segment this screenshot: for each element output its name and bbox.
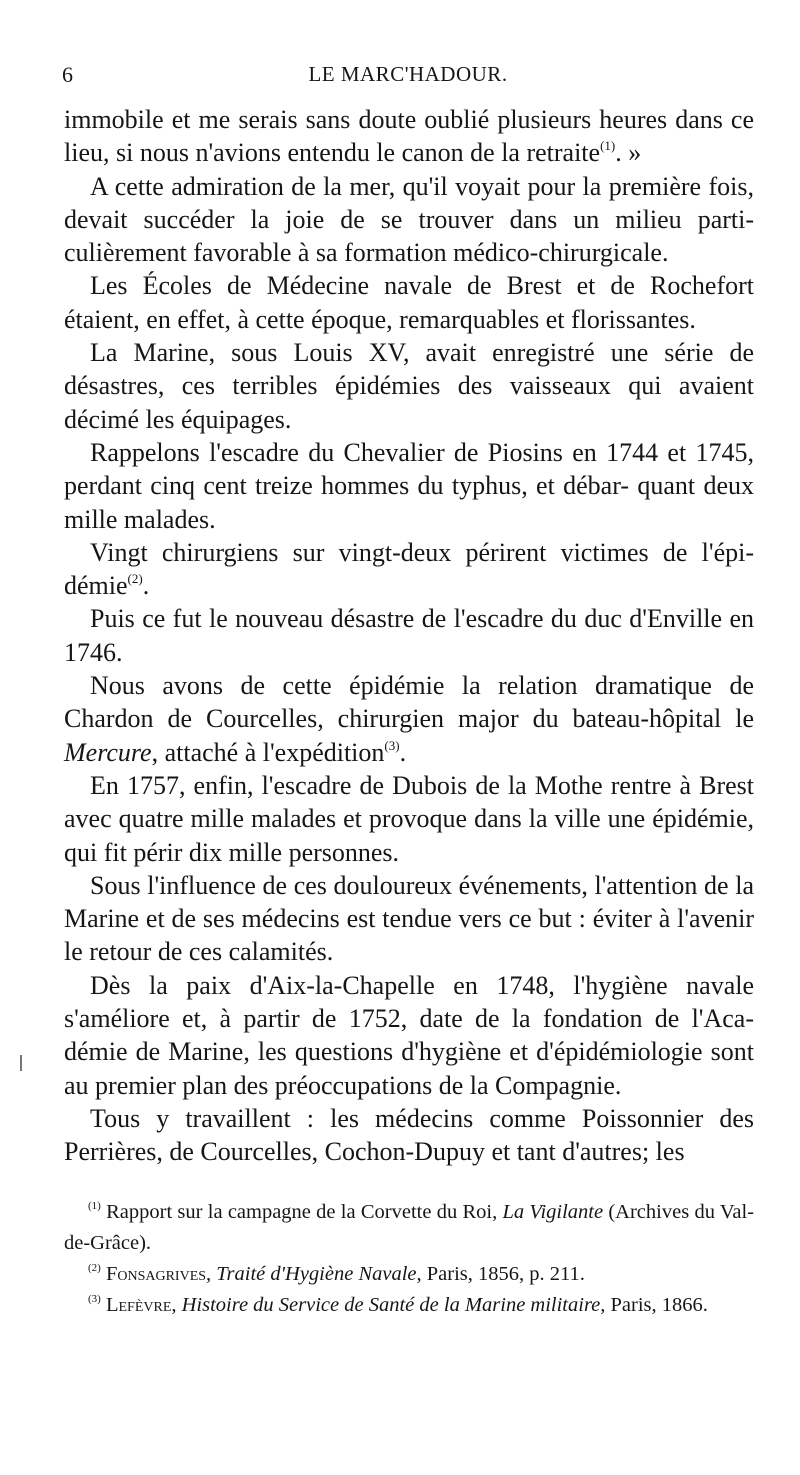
footnote-ref-3[interactable]: (3) [384, 737, 400, 753]
paragraph-1-tail: . » [615, 138, 642, 168]
paragraph-7: Puis ce fut le nouveau désastre de l'escadre du duc d'Enville en 1746. [64, 604, 754, 667]
footnote-1-tail: (Archives du Val-de-Grâce). [64, 1201, 755, 1254]
paragraph-4: La Marine, sous Louis XV, avait enregistré une série de désastres, ces terribles épidémies des vaisseaux qui avaient décimé les équipages. [64, 338, 754, 434]
page-header [62, 62, 754, 92]
footnote-ref-1[interactable]: (1) [600, 138, 616, 154]
paragraph-8 [64, 669, 754, 769]
ship-name: Mercure [64, 737, 152, 767]
paragraph-6 [64, 536, 754, 603]
footnotes [64, 1197, 754, 1321]
footnote-3-tail: Paris, 1866. [605, 1294, 708, 1316]
paragraph-8-pre: Nous avons de cette épidémie la relation dramatique de Chardon de Courcelles, chirurgien major du bateau-hôpital le [64, 671, 754, 734]
paragraph-6-tail: . [142, 571, 150, 601]
margin-mark [20, 1055, 22, 1071]
footnote-1 [64, 1197, 754, 1259]
footnote-2-author: Fonsagrives, [105, 1263, 212, 1285]
footnote-3-author: Lefèvre, [105, 1294, 177, 1316]
paragraph-11: Dès la paix d'Aix-la-Chapelle en 1748, l'hygiène navale s'améliore et, à partir de 1752, date de la fondation de l'Aca- démie de Marine, les questions d'hygiène et d'épidémiologie sont au premier plan des préoccupations de la Compagnie. [64, 970, 754, 1100]
paragraph-1 [64, 103, 754, 170]
footnote-3 [64, 1290, 754, 1321]
paragraph-6-text: Vingt chirurgiens sur vingt-deux périrent victimes de l'épi- démie [64, 537, 754, 601]
footnote-1-marker: (1) [88, 1200, 101, 1212]
page-number: 6 [62, 62, 73, 87]
footnote-2-tail: Paris, 1856, p. 211. [421, 1263, 585, 1285]
paragraph-12: Tous y travaillent : les médecins comme Poissonnier des Perrières, de Courcelles, Cochon-Dupuy et tant d'autres; les [64, 1103, 754, 1167]
footnote-1-text: Rapport sur la campagne de la Corvette du Roi, [106, 1201, 503, 1223]
footnote-3-title: Histoire du Service de Santé de la Marine militaire, [181, 1294, 606, 1316]
paragraph-10: Sous l'influence de ces douloureux événements, l'attention de la Marine et de ses médecins est tendue vers ce but : éviter à l'avenir le retour de ces calamités. [64, 870, 754, 967]
paragraph-5: Rappelons l'escadre du Chevalier de Piosins en 1744 et 1745, perdant cinq cent treize hommes du typhus, et débar- quant deux mille malades. [64, 437, 754, 534]
paragraph-1-text: immobile et me serais sans doute oublié plusieurs heures dans ce lieu, si nous n'avions entendu le canon de la retraite [64, 105, 754, 168]
body-text [64, 103, 754, 1169]
footnote-3-marker: (3) [88, 1293, 101, 1305]
paragraph-8-mid: , attaché à l'expédition [151, 737, 385, 767]
footnote-2-marker: (2) [88, 1262, 101, 1274]
paragraph-9: En 1757, enfin, l'escadre de Dubois de la Mothe rentre à Brest avec quatre mille malades et provoque dans la ville une épidémie, qui fit périr dix mille personnes. [64, 770, 754, 867]
footnote-2 [64, 1259, 754, 1290]
running-title: LE MARC'HADOUR. [308, 62, 508, 86]
footnote-ref-2[interactable]: (2) [127, 571, 143, 587]
paragraph-2: A cette admiration de la mer, qu'il voyait pour la première fois, devait succéder la joie de se trouver dans un milieu parti- culièrement favorable à sa formation médico-chirurgicale. [64, 171, 754, 268]
paragraph-3: Les Écoles de Médecine navale de Brest et de Rochefort étaient, en effet, à cette époque, remarquables et florissantes. [64, 271, 754, 334]
footnote-1-title: La Vigilante [502, 1201, 604, 1223]
footnote-2-title: Traité d'Hygiène Navale, [216, 1263, 422, 1285]
paragraph-8-tail: . [399, 737, 407, 767]
